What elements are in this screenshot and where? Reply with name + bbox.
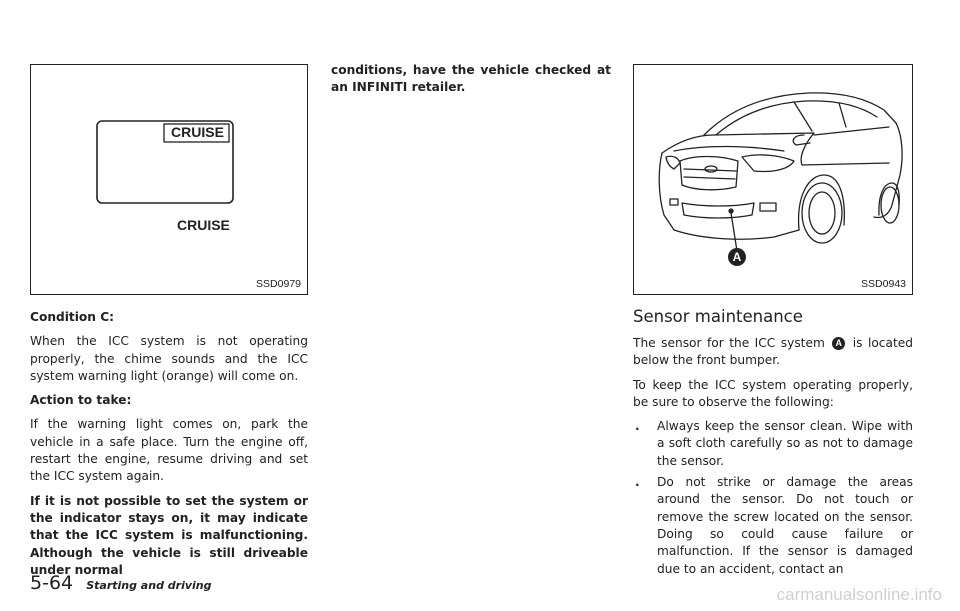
retailer-check-text: conditions, have the vehicle checked at an INFINITI retailer. <box>331 63 611 95</box>
sensor-badge: A <box>832 337 845 350</box>
figure-code: SSD0979 <box>256 278 301 290</box>
cruise-caption-label: CRUISE <box>177 217 230 233</box>
malfunction-warning-text: If it is not possible to set the system or the indicator stays on, it may indicate that the ICC system is malfunctioning. Although the vehicle is still driveable under normal <box>30 493 308 577</box>
watermark: carmanualsonline.info <box>776 585 942 604</box>
cruise-indicator-text: CRUISE <box>171 124 224 140</box>
action-text: If the warning light comes on, park the vehicle in a safe place. Turn the engine off, restart the engine, resume driving and set the ICC system again. <box>30 417 308 484</box>
left-text-column <box>30 309 308 579</box>
page-number: 5-64 <box>30 572 74 594</box>
list-item-text: Do not strike or damage the areas around the sensor. Do not touch or remove the screw located on the sensor. Doing so could cause failure or malfunction. If the sensor is damaged due to an accident, contact an <box>657 475 913 576</box>
condition-text: When the ICC system is not operating properly, the chime sounds and the ICC system warning light (orange) will come on. <box>30 334 308 383</box>
right-text-column <box>633 307 913 582</box>
sensor-location-before: The sensor for the ICC system <box>633 336 825 350</box>
page-footer <box>30 572 211 594</box>
figure-cruise-indicator <box>30 64 308 295</box>
list-item-text: Always keep the sensor clean. Wipe with a soft cloth carefully so as not to damage the sensor. <box>657 419 913 468</box>
bullet-dot: . <box>635 419 640 434</box>
figure-car-sensor <box>633 64 913 295</box>
middle-text-column <box>331 62 611 97</box>
maintenance-list <box>633 418 913 578</box>
action-heading: Action to take: <box>30 393 132 408</box>
list-item <box>633 474 913 578</box>
sensor-location-after: is located below the front bumper. <box>633 336 913 368</box>
car-illustration <box>634 65 911 293</box>
sensor-location-text <box>633 335 913 370</box>
section-name: Starting and driving <box>86 579 212 592</box>
section-heading: Sensor maintenance <box>633 307 803 326</box>
condition-heading: Condition C: <box>30 310 115 324</box>
figure-code: SSD0943 <box>861 278 906 290</box>
cruise-indicator-illustration <box>31 65 306 293</box>
keep-operating-text: To keep the ICC system operating properly, be sure to observe the following: <box>633 377 913 409</box>
bullet-dot: . <box>635 475 640 490</box>
list-item <box>633 418 913 470</box>
sensor-callout-label: A <box>732 250 742 264</box>
